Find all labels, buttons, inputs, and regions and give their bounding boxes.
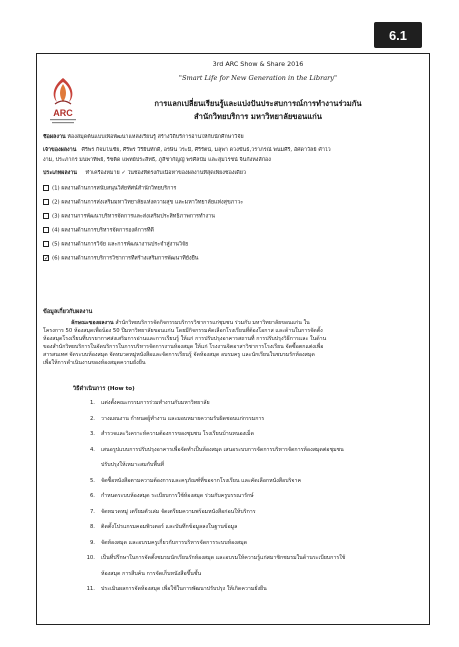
category-label: (5) ผลงานด้านการวิจัย และการพัฒนางานประจำสู่งานวิจัย (52, 241, 189, 248)
logo-text: ARC (53, 108, 73, 118)
category-label: (3) ผลงานการพัฒนาบริหารจัดการและส่งเสริมประสิทธิภาพการทำงาน (52, 213, 215, 220)
step-number: 11. (86, 586, 95, 592)
checkbox-empty-icon[interactable] (43, 185, 49, 191)
owner-value-line2: งาม, ประภากร มนพาทิพย์, ริชติด แพทย์ประสิทธิ์, ภูสิชากัญญ์ พรศิลป์ม และสุมโรชน์ จินกังหงส์ก่อง (43, 157, 271, 163)
step-number: 8. (89, 524, 95, 530)
details-heading: ข้อมูลเกี่ยวกับผลงาน (43, 309, 93, 315)
details-line5: สารสนเทศ จัดระบบห้องสมุด จัดหมวดหมู่หนังสือและจัดการเรียนรู้ จัดห้องสมุด อบรมครู และนักเรียนในชมรมรักห้องสมุด (43, 352, 315, 358)
method-heading: วิธีดำเนินการ (How to) (73, 386, 135, 392)
step-number: 1. (89, 400, 95, 406)
checkbox-empty-icon[interactable] (43, 213, 49, 219)
step-number: 5. (89, 477, 95, 484)
step-text: วางแผนงาน กำหนดผู้ทำงาน และมอบหมายความรับผิดชอบแก่กรรมการ (101, 415, 265, 422)
owner-label: เจ้าของผลงาน (43, 147, 77, 153)
category-item (43, 255, 423, 263)
owner-value-line1: ศิริพร กิจมโนชัย, ศิริพร วิริยินทักดี, อรษิน วระมิ, ศิริรัตน์, มลุพา ดวงขันธ์,วราภรณ์ พนมศิริ, อัศดาวัลย์ คำไว (81, 147, 331, 153)
step-number: 3. (89, 431, 95, 437)
category-item (43, 185, 423, 193)
method-step (81, 399, 423, 407)
details-line2: โครงการ 50 ห้องสมุดเพื่อน้อง 50 ปีมหาวิทยาลัยขอนแก่น โดยมีกิจกรรมคัดเลือกโรงเรียนที่ต้องโอกาส และด้านในการจัดตั้ง (43, 328, 323, 334)
step-text: ปรับปรุงให้เหมาะสมกับพื้นที่ (101, 462, 164, 468)
details-lead: ลักษณะของผลงาน (71, 320, 114, 326)
method-step (81, 539, 423, 547)
category-item (43, 213, 423, 221)
type-row (43, 170, 423, 177)
work-name-row (43, 134, 423, 141)
step-text: เสนอรูปแบบการปรับปรุงอาคารเพื่อจัดทำเป็นห้องสมุด เสนอระบบการจัดการบริหารจัดการห้องสมุดต่อชุมชน (101, 446, 344, 453)
document-sheet (36, 53, 430, 625)
method-step (81, 492, 423, 500)
step-number: 2. (89, 415, 95, 422)
owner-row-2 (43, 157, 423, 164)
category-label: (2) ผลงานด้านการส่งเสริมมหาวิทยาลัยแห่งความสุข และมหาวิทยาลัยแห่งสุขภาวะ (52, 199, 244, 206)
checkbox-checked-icon[interactable]: ✓ (44, 255, 50, 262)
step-number: 7. (89, 508, 95, 515)
method-step (81, 508, 423, 516)
step-text: จัดหมวดหมู่ เตรียมตัวเล่ม จัดเตรียมความพร้อมหนังสือก่อนให้บริการ (101, 508, 256, 515)
step-number: 9. (89, 539, 95, 546)
details-line3: ห้องสมุดโรงเรียนที่บรรยากาศส่งเสริมการอ่านและการเรียนรู้ ให้แก่ การปรับปรุงอาคารสถานที่ การปรับปรุงวิธีการและ ในด้าน (43, 336, 327, 342)
category-label: (4) ผลงานด้านการบริหารจัดการองค์การที่ดี (52, 227, 154, 234)
category-label: (1) ผลงานด้านการสนับสนุนวิสัยทัศน์สำนักวิทยบริการ (52, 185, 177, 192)
arc-logo (43, 74, 83, 126)
category-item (43, 227, 423, 235)
step-text: ประเมินผลการจัดห้องสมุด เพื่อใช้ในการพัฒนาปรับปรุง ให้เกิดความยั่งยืน (101, 586, 267, 592)
details-paragraph (43, 319, 423, 367)
step-text: กำหนดระบบห้องสมุด ระเบียบการใช้ห้องสมุด ร่วมกับครูบรรณารักษ์ (101, 493, 254, 499)
details-line6: เพื่อให้การดำเนินงานของห้องสมุดความยั่งยืน (43, 360, 146, 366)
details-line1: สำนักวิทยบริการจัดกิจกรรมบริการวิชาการแก่ชุมชน ร่วมกับ มหาวิทยาลัยขอนแก่น ใน (115, 320, 310, 326)
owner-row (43, 147, 423, 154)
method-step (81, 415, 423, 423)
step-number: 4. (89, 446, 95, 453)
work-name-label: ชื่อผลงาน (43, 134, 66, 140)
method-step (81, 585, 423, 593)
checkbox-empty-icon[interactable] (43, 227, 49, 233)
type-label: ประเภทผลงาน (43, 170, 77, 176)
event-title: 3rd ARC Show & Share 2016 (212, 60, 304, 68)
step-text: แต่งตั้งคณะกรรมการร่วมทำงานกับมหาวิทยาลัย (101, 400, 210, 406)
category-label: (6) ผลงานด้านการบริการวิชาการที่สร้างเสริมการพัฒนาที่ยั่งยืน (52, 255, 199, 262)
category-item (43, 199, 423, 207)
checkbox-empty-icon[interactable] (43, 241, 49, 247)
step-text: ห้องสมุด การสืบค้น การจัดเก็บหนังสือขึ้นชั้น (101, 570, 202, 577)
checkbox-empty-icon[interactable] (43, 199, 49, 205)
page-number-badge: 6.1 (374, 22, 422, 48)
method-step (81, 570, 423, 578)
step-text: จัดซื้อหนังสือตามความต้องการและครุภัณฑ์ที่ขอจากโรงเรียน และคัดเลือกหนังสือบริจาค (101, 477, 302, 484)
document-subtitle: สำนักวิทยบริการ มหาวิทยาลัยขอนแก่น (194, 112, 322, 121)
work-name-value: ห้องสมุดต้นแบบเพื่อพัฒนาแหล่งเรียนรู้ สร้างวิถีบริการอ่านให้กับนักศึกษาวิจัย (67, 134, 244, 140)
details-line4: ของสำนักวิทยบริการในจัดบริการในการบริหารจัดการงานห้องสมุด ให้แก่ โรงงานจิตอาสาวิชาการโรงเรียน จัดซื้อตกแต่งเพื่อ (43, 344, 324, 350)
step-text: จัดห้องสมุด และอบรมครูเกี่ยวกับการบริหารจัดการระบบห้องสมุด (101, 539, 248, 546)
method-step (81, 430, 423, 438)
category-item (43, 241, 423, 249)
method-step (81, 523, 423, 531)
event-theme: "Smart Life for New Generation in the Library" (178, 74, 338, 82)
method-step (81, 554, 423, 562)
method-step (81, 477, 423, 485)
method-step (81, 446, 423, 454)
step-text: เป็นที่ปรึกษาในการจัดตั้งชมรมนักเรียนรักห้องสมุด และอบรมให้ความรู้แก่สมาชิกชมรมในด้านระเบียบการใช้ (101, 555, 346, 561)
step-number: 10. (86, 555, 95, 561)
step-text: ติดตั้งโปรแกรมคอมพิวเตอร์ และบันทึกข้อมูลลงในฐานข้อมูล (101, 524, 238, 530)
step-text: สำรวจและวิเคราะห์ความต้องการของชุมชน โรงเรียนบ้านหนองเม็ด (101, 431, 254, 437)
step-number: 6. (89, 493, 95, 499)
document-title: การแลกเปลี่ยนเรียนรู้และแบ่งปันประสบการณ์การทำงานร่วมกัน (154, 99, 362, 108)
type-instruction: ทำเครื่องหมาย ✓ ในช่องที่ตรงกับเนื้อหาของผลงานที่สุดเพียงช่องเดียว (85, 170, 246, 176)
method-step (81, 461, 423, 469)
